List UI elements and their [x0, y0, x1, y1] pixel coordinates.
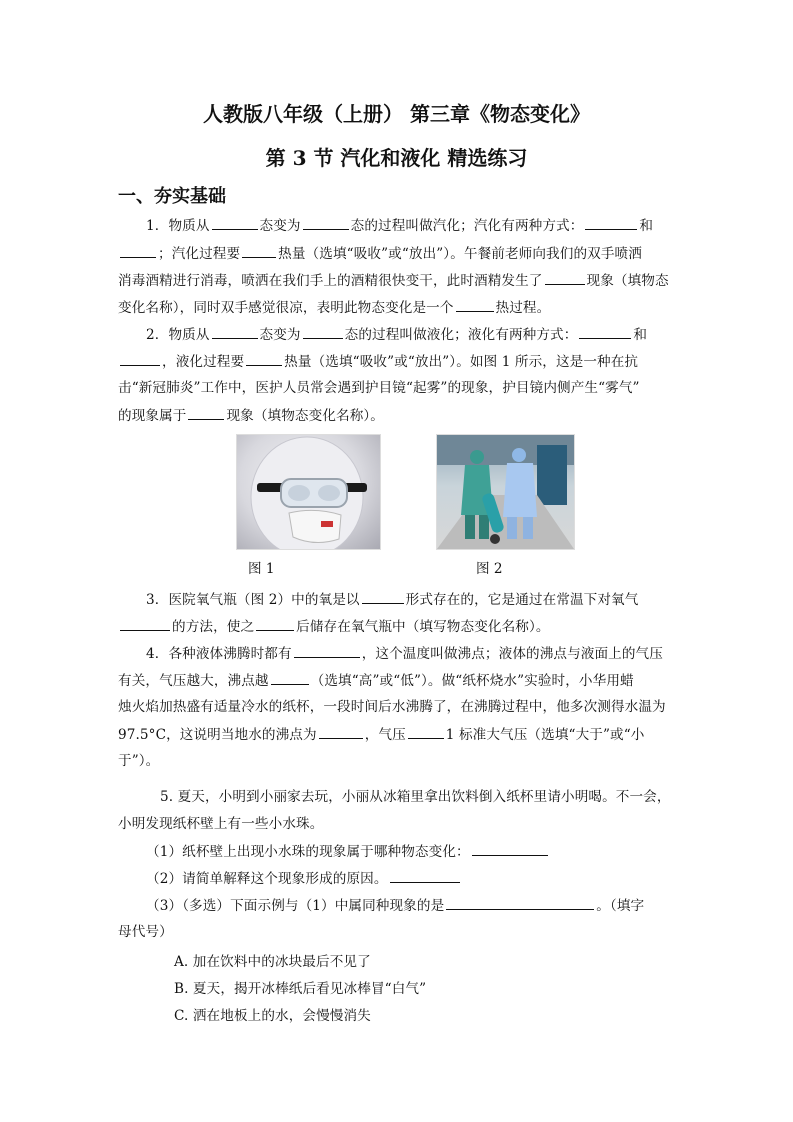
q3-blank-1[interactable]	[362, 589, 404, 604]
q1-line2	[118, 243, 642, 264]
figure-2-caption: 图 2	[476, 561, 503, 577]
q5-text: 。（填字	[596, 898, 645, 914]
q2-blank-2[interactable]	[303, 324, 343, 339]
q4-blank-4[interactable]	[408, 724, 444, 739]
q1-text: 消毒酒精进行消毒，喷洒在我们手上的酒精很快变干，此时酒精发生了	[118, 273, 543, 289]
q3-text: 3．医院氧气瓶（图 2）中的氧是以	[146, 592, 360, 608]
q4-line3	[118, 697, 666, 717]
q1-blank-3[interactable]	[585, 215, 637, 230]
q2-blank-1[interactable]	[212, 324, 258, 339]
figure-2-photo	[436, 434, 575, 550]
q2-line1	[146, 324, 647, 345]
q1-text: 1．物质从	[146, 218, 210, 234]
q1-text: 和	[639, 218, 654, 234]
q2-line3	[118, 378, 640, 398]
medical-staff-illustration-icon	[437, 435, 574, 549]
q5-blank-3[interactable]	[446, 895, 594, 910]
q4-blank-3[interactable]	[319, 724, 363, 739]
q2-text: 态变为	[259, 327, 301, 343]
q4-blank-2[interactable]	[271, 670, 309, 685]
q4-text: 有关，气压越大，沸点越	[118, 673, 269, 689]
q3-blank-2[interactable]	[120, 616, 170, 631]
q2-blank-3[interactable]	[579, 324, 631, 339]
q2-line4	[118, 405, 384, 426]
q2-text: 现象（填物态变化名称）。	[226, 408, 384, 424]
q3-text: 的方法，使之	[172, 619, 255, 635]
q3-blank-3[interactable]	[256, 616, 294, 631]
q2-text: 热量（选填“吸收”或“放出”）。如图 1 所示，这是一种在抗	[284, 354, 639, 370]
q2-blank-5[interactable]	[246, 351, 282, 366]
q5-option-text: B. 夏天，揭开冰棒纸后看见冰棒冒“白气”	[174, 981, 427, 997]
q5-option-c	[174, 1006, 371, 1026]
q5-line2	[118, 814, 323, 834]
q2-blank-4[interactable]	[120, 351, 160, 366]
q1-blank-6[interactable]	[545, 270, 585, 285]
q4-text: 4．各种液体沸腾时都有	[146, 646, 292, 662]
figure-1-caption: 图 1	[248, 561, 275, 577]
q2-text: 击“新冠肺炎”工作中，医护人员常会遇到护目镜“起雾”的现象，护目镜内侧产生“雾气”	[118, 380, 640, 396]
q4-line1	[146, 643, 663, 664]
q1-blank-5[interactable]	[242, 243, 276, 258]
q5-option-a	[174, 952, 371, 972]
q3-text: 后储存在氧气瓶中（填写物态变化名称）。	[296, 619, 550, 635]
page-title: 人教版八年级（上册） 第三章《物态变化》	[203, 102, 590, 126]
page-subtitle: 第 3 节 汽化和液化 精选练习	[265, 146, 528, 170]
q4-text: ，这个温度叫做沸点；液体的沸点与液面上的气压	[361, 646, 663, 662]
q5-text: （2）请简单解释这个现象形成的原因。	[146, 871, 388, 887]
q2-text: 的现象属于	[118, 408, 187, 424]
q1-line4	[118, 297, 550, 318]
q4-blank-1[interactable]	[294, 643, 360, 658]
q1-text: 热量（选填“吸收”或“放出”）。午餐前老师向我们的双手喷洒	[278, 246, 642, 262]
q5-sub3-cont	[118, 922, 173, 942]
section-heading: 一、夯实基础	[118, 186, 226, 207]
q1-line1	[146, 215, 653, 236]
q1-text: ；汽化过程要	[158, 246, 241, 262]
q5-sub2	[146, 868, 462, 889]
q4-line4	[118, 724, 644, 745]
q1-line3	[118, 270, 669, 291]
q4-line2	[118, 670, 634, 691]
q1-blank-7[interactable]	[456, 297, 494, 312]
q5-option-text: C. 洒在地板上的水，会慢慢消失	[174, 1008, 371, 1024]
q5-text: 母代号）	[118, 924, 173, 940]
q5-blank-2[interactable]	[390, 868, 460, 883]
q1-text: 变化名称），同时双手感觉很凉，表明此物态变化是一个	[118, 300, 454, 316]
q2-blank-6[interactable]	[188, 405, 224, 420]
q2-text: ，液化过程要	[162, 354, 245, 370]
q5-line1	[160, 787, 671, 807]
q5-sub3	[146, 895, 644, 916]
goggles-illustration-icon	[237, 435, 380, 549]
q5-blank-1[interactable]	[472, 841, 548, 856]
q4-text: ，气压	[364, 727, 406, 743]
q1-blank-4[interactable]	[120, 243, 156, 258]
q3-line1	[146, 589, 638, 610]
q1-text: 态的过程叫做汽化；汽化有两种方式：	[350, 218, 584, 234]
q4-text: 97.5°C，这说明当地水的沸点为	[118, 727, 317, 743]
q2-text: 2．物质从	[146, 327, 210, 343]
q1-blank-1[interactable]	[212, 215, 258, 230]
q4-text: 烛火焰加热盛有适量冷水的纸杯，一段时间后水沸腾了，在沸腾过程中，他多次测得水温为	[118, 699, 666, 715]
q1-blank-2[interactable]	[303, 215, 349, 230]
q2-text: 和	[633, 327, 648, 343]
q5-sub1	[146, 841, 550, 862]
q1-text: 现象（填物态	[586, 273, 669, 289]
q5-option-b	[174, 979, 426, 999]
q3-text: 形式存在的，它是通过在常温下对氧气	[405, 592, 639, 608]
q1-text: 态变为	[259, 218, 301, 234]
q5-text: （1）纸杯壁上出现小水珠的现象属于哪种物态变化：	[146, 844, 470, 860]
q4-text: （选填“高”或“低”）。做“纸杯烧水”实验时，小华用蜡	[310, 673, 634, 689]
q4-text: 1 标准大气压（选填“大于”或“小	[445, 727, 645, 743]
q4-line5	[118, 751, 159, 771]
q5-text: 5. 夏天，小明到小丽家去玩，小丽从冰箱里拿出饮料倒入纸杯里请小明喝。不一会，	[160, 789, 671, 805]
figure-1-photo	[236, 434, 381, 550]
q3-line2	[118, 616, 550, 637]
q5-text: 小明发现纸杯壁上有一些小水珠。	[118, 816, 324, 832]
q5-text: （3）（多选）下面示例与（1）中属同种现象的是	[146, 898, 445, 914]
q1-text: 热过程。	[495, 300, 551, 316]
q4-text: 于”）。	[118, 753, 160, 769]
q5-option-text: A. 加在饮料中的冰块最后不见了	[174, 954, 371, 970]
q2-line2	[118, 351, 638, 372]
q2-text: 态的过程叫做液化；液化有两种方式：	[344, 327, 578, 343]
